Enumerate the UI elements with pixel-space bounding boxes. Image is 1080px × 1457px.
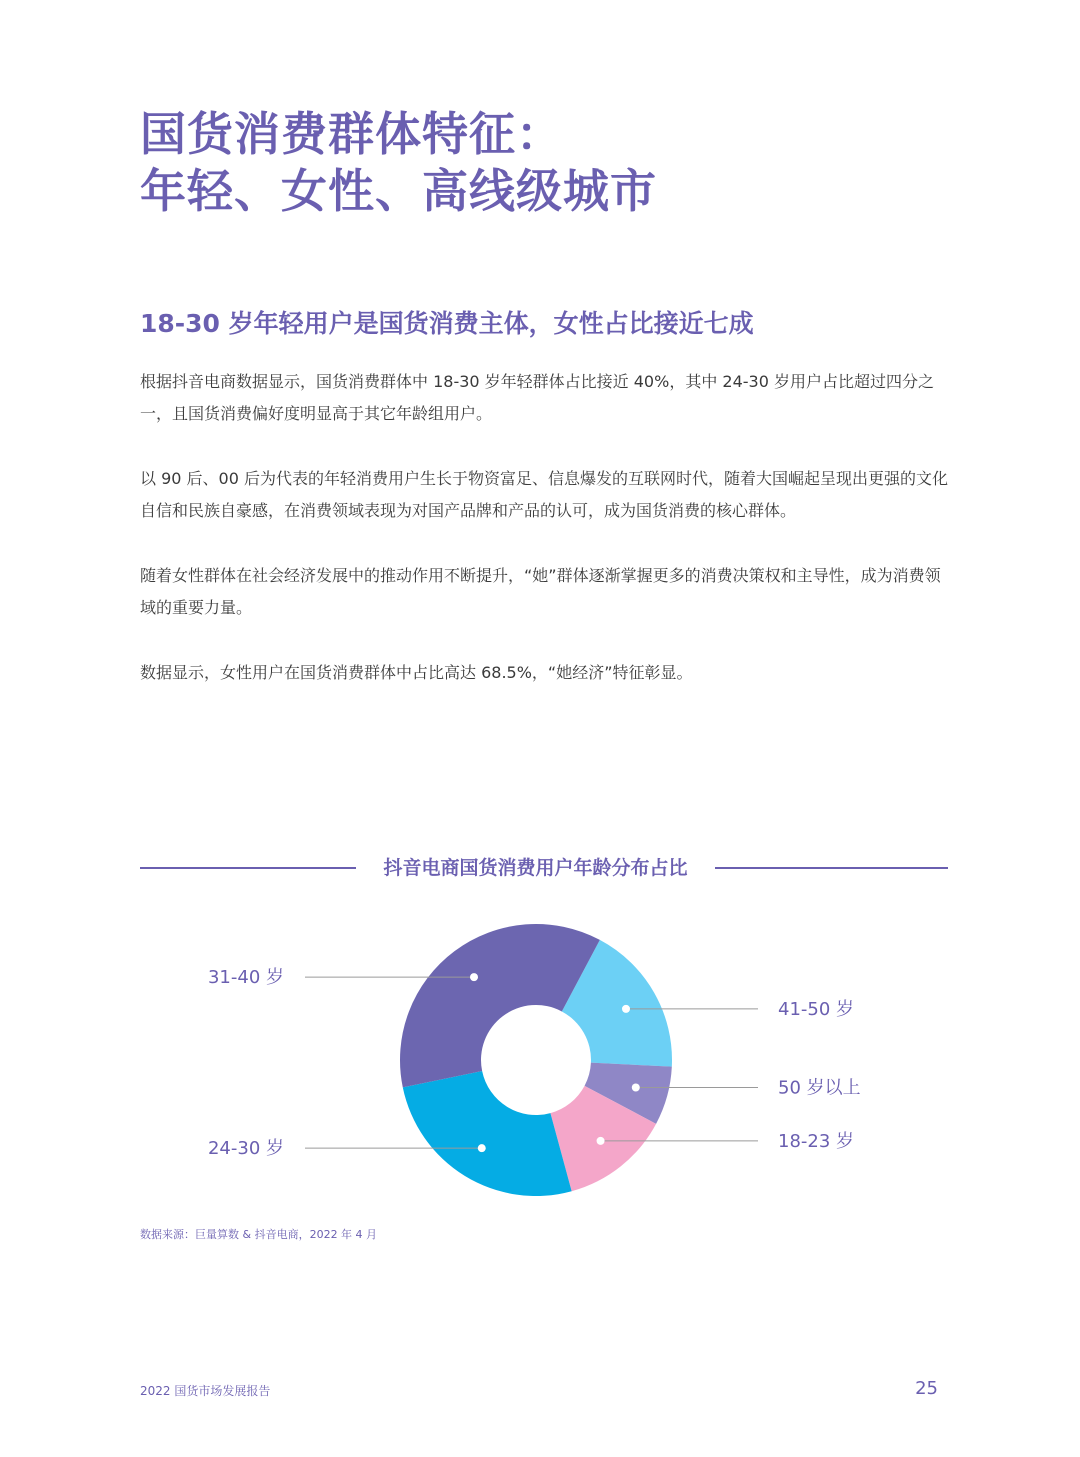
page-title: [140, 106, 1000, 220]
chart-header-rule-left: [140, 867, 356, 869]
page-title-line-1: 国货消费群体特征：: [140, 107, 563, 161]
category-label-0: 41-50 岁: [778, 998, 855, 1020]
label-marker-3: [478, 1144, 486, 1152]
paragraph-3: 随着女性群体在社会经济发展中的推动作用不断提升，“她”群体逐渐掌握更多的消费决策权和主导性，成为消费领域的重要力量。: [140, 566, 941, 617]
category-label-4: 31-40 岁: [207, 967, 284, 989]
paragraph-1: 根据抖音电商数据显示，国货消费群体中 18-30 岁年轻群体占比接近 40%，其中 24-30 岁用户占比超过四分之一，且国货消费偏好度明显高于其它年龄组用户。: [140, 372, 934, 423]
chart-header-rule-right: [715, 867, 948, 869]
donut-chart: [0, 900, 1080, 1220]
section-subtitle: 18-30 岁年轻用户是国货消费主体，女性占比接近七成: [140, 309, 754, 338]
category-label-1: 50 岁以上: [778, 1077, 861, 1099]
paragraph-4: 数据显示，女性用户在国货消费群体中占比高达 68.5%，“她经济”特征彰显。: [140, 663, 693, 682]
page-title-line-2: 年轻、女性、高线级城市: [140, 164, 657, 218]
chart-title: 抖音电商国货消费用户年龄分布占比: [383, 857, 688, 879]
label-marker-0: [622, 1005, 630, 1013]
page-number: 25: [915, 1378, 938, 1399]
label-marker-4: [470, 973, 478, 981]
donut-slice-3: [403, 1071, 572, 1196]
data-source-note: 数据来源：巨量算数 & 抖音电商，2022 年 4 月: [140, 1228, 378, 1241]
category-label-2: 18-23 岁: [778, 1130, 855, 1152]
label-marker-1: [632, 1083, 640, 1091]
chart-header: [140, 852, 948, 884]
footer-report-name: 2022 国货市场发展报告: [140, 1384, 271, 1398]
paragraph-2: 以 90 后、00 后为代表的年轻消费用户生长于物资富足、信息爆发的互联网时代，随着大国崛起呈现出更强的文化自信和民族自豪感，在消费领域表现为对国产品牌和产品的认可，成为国货消费的核心群体。: [140, 469, 948, 520]
category-label-3: 24-30 岁: [207, 1138, 284, 1160]
label-marker-2: [597, 1137, 605, 1145]
